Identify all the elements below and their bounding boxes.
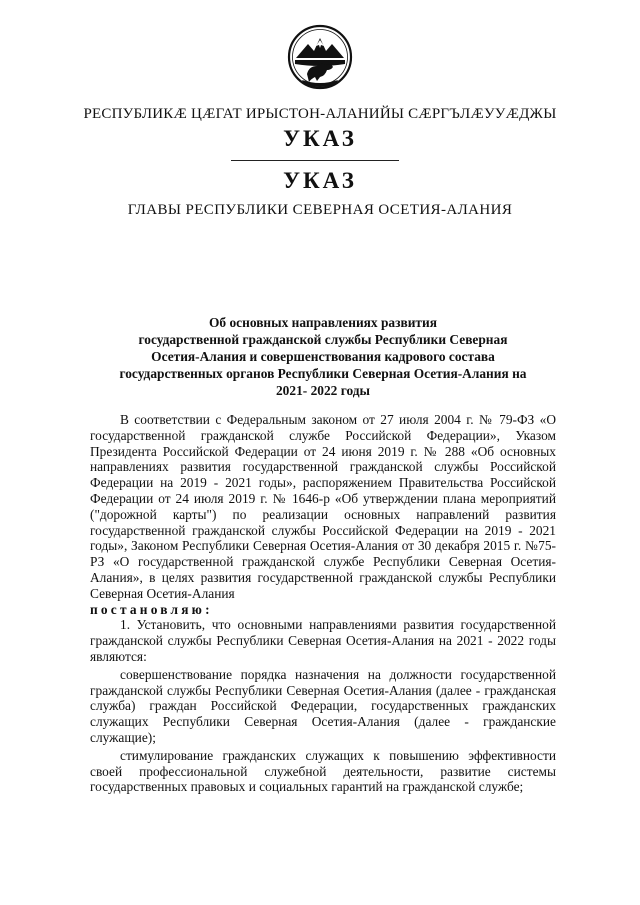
- direction-item: стимулирование гражданских служащих к повышению эффективности своей профессиональной служебной деятельности, развитие системы государственных правовых и социальных гарантий на гражданской службе;: [90, 747, 556, 795]
- title-line: государственных органов Республики Северная Осетия-Алания на: [119, 366, 527, 381]
- russian-header: ГЛАВЫ РЕСПУБЛИКИ СЕВЕРНАЯ ОСЕТИЯ-АЛАНИЯ: [127, 202, 513, 218]
- item-1-paragraph: 1. Установить, что основными направлениями развития государственной гражданской службы Республики Северная Осетия-Алания на 2021 - 2022 годы являются:: [90, 617, 556, 664]
- direction-item: совершенствование порядка назначения на должности государственной гражданской службы Республики Северная Осетия-Алания (далее - гражданская служба) граждан Российской Федерации, государственных гражданских служащих Республики Северная Осетия-Алания (далее - гражданские служащие);: [90, 666, 556, 745]
- preamble-paragraph: В соответствии с Федеральным законом от 27 июля 2004 г. № 79-ФЗ «О государственной гражданской службе Российской Федерации», Указом Президента Российской Федерации от 24 июня 2019 г. № 288 «Об основных направлениях развития государственной гражданской службы Российской Федерации на 2019 - 2021 годы», распоряжением Правительства Российской Федерации от 24 июля 2019 г. № 1646-р «Об утверждении плана мероприятий ("дорожной карты") по реализации основных направлений развития государственной гражданской службы Российской Федерации на 2019 - 2021 годы», Законом Республики Северная Осетия-Алания от 30 декабря 2015 г. №75-РЗ «О государственной гражданской службе Республики Северная Осетия-Алания», в целях развития государственной гражданской службы Республики Северная Осетия-Алания: [90, 412, 556, 601]
- postanovlyayu-label: постановляю:: [90, 601, 213, 617]
- title-line: Осетия-Алания и совершенствования кадрового состава: [151, 349, 495, 364]
- ukaz-russian-title: УКАЗ: [283, 168, 357, 193]
- decree-body: [90, 412, 556, 795]
- title-line: государственной гражданской службы Республики Северная: [138, 332, 508, 347]
- ossetian-header: РЕСПУБЛИКӔ ЦӔГАТ ИРЫСТОН-АЛАНИЙЫ СӔРГЪЛӔУУӔДЖЫ: [83, 106, 557, 122]
- title-line: 2021- 2022 годы: [275, 383, 370, 398]
- coat-of-arms-emblem-icon: [287, 24, 353, 90]
- title-line: Об основных направлениях развития: [209, 315, 437, 330]
- ukaz-ossetian-title: УКАЗ: [283, 126, 357, 151]
- divider-line: [231, 160, 399, 161]
- decree-title: [90, 314, 556, 399]
